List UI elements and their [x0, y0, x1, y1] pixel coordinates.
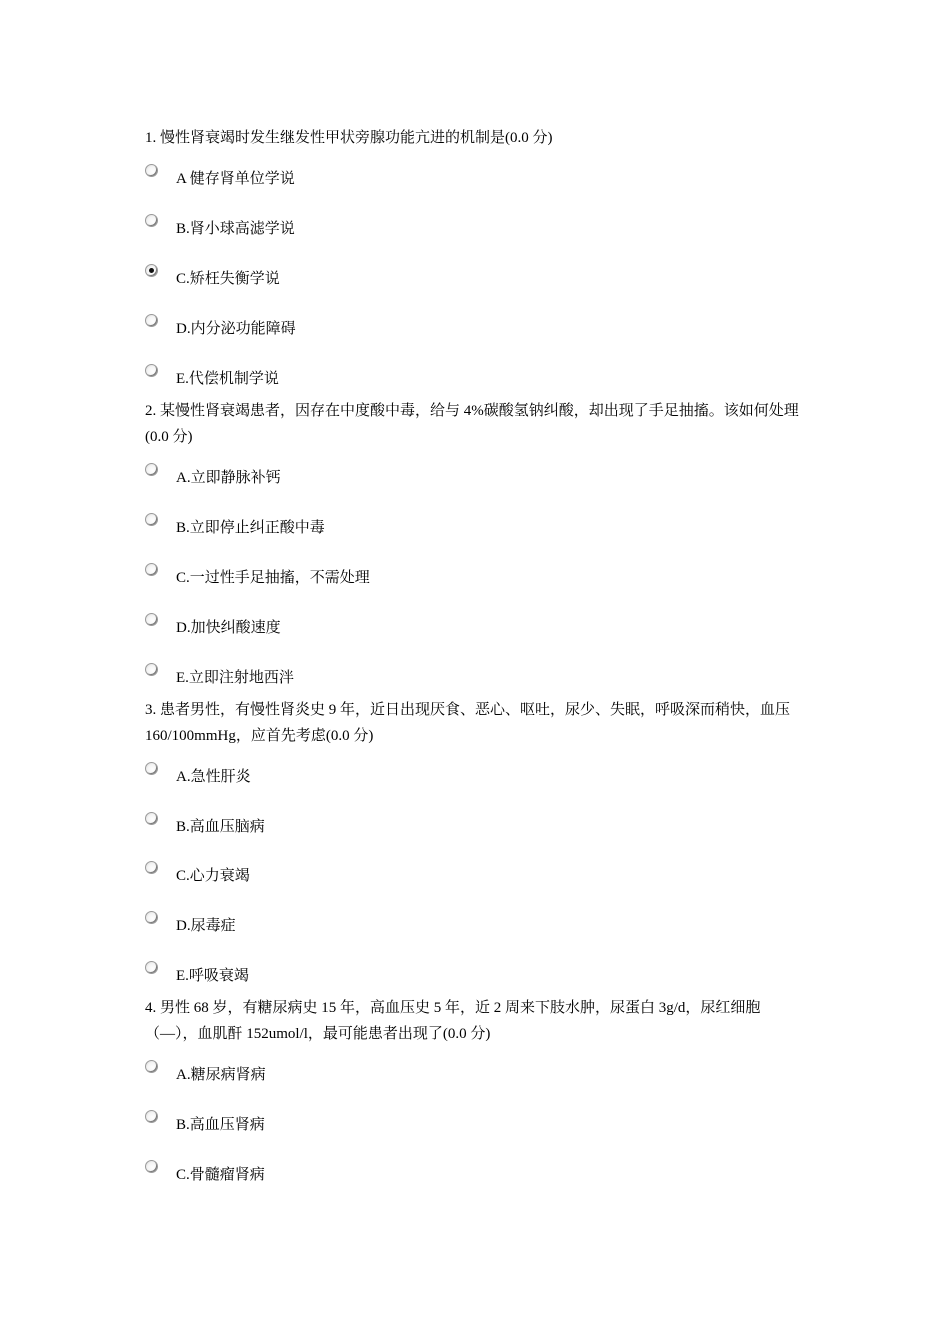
radio-button[interactable]	[145, 1060, 158, 1073]
option-label[interactable]: D.内分泌功能障碍	[176, 321, 296, 337]
question-1-option-a[interactable]	[145, 164, 745, 188]
question-4-option-c[interactable]	[145, 1160, 745, 1184]
option-label[interactable]: A.糖尿病肾病	[176, 1067, 266, 1083]
radio-button[interactable]	[145, 513, 158, 526]
option-label[interactable]: E.立即注射地西泮	[176, 670, 294, 686]
question-1-option-b[interactable]	[145, 214, 745, 238]
question-4-text: 4. 男性 68 岁，有糖尿病史 15 年，高血压史 5 年，近 2 周来下肢水肿，尿蛋白 3g/d，尿红细胞（—），血肌酐 152umol/l，最可能患者出现了(0.0 分)	[145, 1000, 761, 1042]
question-1-option-c[interactable]	[145, 264, 745, 288]
question-3-option-a[interactable]	[145, 762, 745, 786]
option-label[interactable]: E.代偿机制学说	[176, 371, 279, 387]
option-label[interactable]: C.心力衰竭	[176, 868, 250, 884]
option-label[interactable]: C.一过性手足抽搐，不需处理	[176, 570, 370, 586]
radio-button[interactable]	[145, 364, 158, 377]
radio-button[interactable]	[145, 961, 158, 974]
question-2-option-c[interactable]	[145, 563, 745, 587]
radio-button[interactable]	[145, 214, 158, 227]
question-2-option-d[interactable]	[145, 613, 745, 637]
question-3-text: 3. 患者男性，有慢性肾炎史 9 年，近日出现厌食、恶心、呕吐，尿少、失眠，呼吸深而稍快，血压 160/100mmHg，应首先考虑(0.0 分)	[145, 702, 791, 744]
option-label[interactable]: A.急性肝炎	[176, 769, 251, 785]
question-3-option-e[interactable]	[145, 961, 745, 985]
option-label[interactable]: B.高血压肾病	[176, 1117, 265, 1133]
radio-button[interactable]	[145, 663, 158, 676]
question-2-option-e[interactable]	[145, 663, 745, 687]
question-1-option-e[interactable]	[145, 364, 745, 388]
question-4-option-a[interactable]	[145, 1060, 745, 1084]
option-label[interactable]: B.高血压脑病	[176, 819, 265, 835]
question-1-text: 1. 慢性肾衰竭时发生继发性甲状旁腺功能亢进的机制是(0.0 分)	[145, 130, 553, 146]
question-3-option-d[interactable]	[145, 911, 745, 935]
option-label[interactable]: E.呼吸衰竭	[176, 968, 249, 984]
radio-button[interactable]	[145, 1160, 158, 1173]
question-2-option-b[interactable]	[145, 513, 745, 537]
radio-button[interactable]	[145, 1110, 158, 1123]
option-label[interactable]: C.矫枉失衡学说	[176, 271, 280, 287]
radio-button[interactable]	[145, 812, 158, 825]
radio-button[interactable]	[145, 613, 158, 626]
radio-button[interactable]	[145, 911, 158, 924]
option-label[interactable]: A 健存肾单位学说	[176, 171, 295, 187]
question-3-option-b[interactable]	[145, 812, 745, 836]
question-3-option-c[interactable]	[145, 861, 745, 885]
option-label[interactable]: D.加快纠酸速度	[176, 620, 281, 636]
radio-button[interactable]	[145, 762, 158, 775]
question-4-option-b[interactable]	[145, 1110, 745, 1134]
option-label[interactable]: B.肾小球高滤学说	[176, 221, 295, 237]
question-2-option-a[interactable]	[145, 463, 745, 487]
option-label[interactable]: C.骨髓瘤肾病	[176, 1167, 265, 1183]
question-2-text: 2. 某慢性肾衰竭患者，因存在中度酸中毒，给与 4%碳酸氢钠纠酸，却出现了手足抽搐。该如何处理(0.0 分)	[145, 403, 799, 445]
radio-button[interactable]	[145, 463, 158, 476]
radio-button[interactable]	[145, 314, 158, 327]
radio-button[interactable]	[145, 563, 158, 576]
radio-button[interactable]	[145, 164, 158, 177]
option-label[interactable]: A.立即静脉补钙	[176, 470, 281, 486]
radio-button[interactable]	[145, 861, 158, 874]
radio-button-selected[interactable]	[145, 264, 158, 277]
option-label[interactable]: D.尿毒症	[176, 918, 236, 934]
question-1-option-d[interactable]	[145, 314, 745, 338]
option-label[interactable]: B.立即停止纠正酸中毒	[176, 520, 325, 536]
